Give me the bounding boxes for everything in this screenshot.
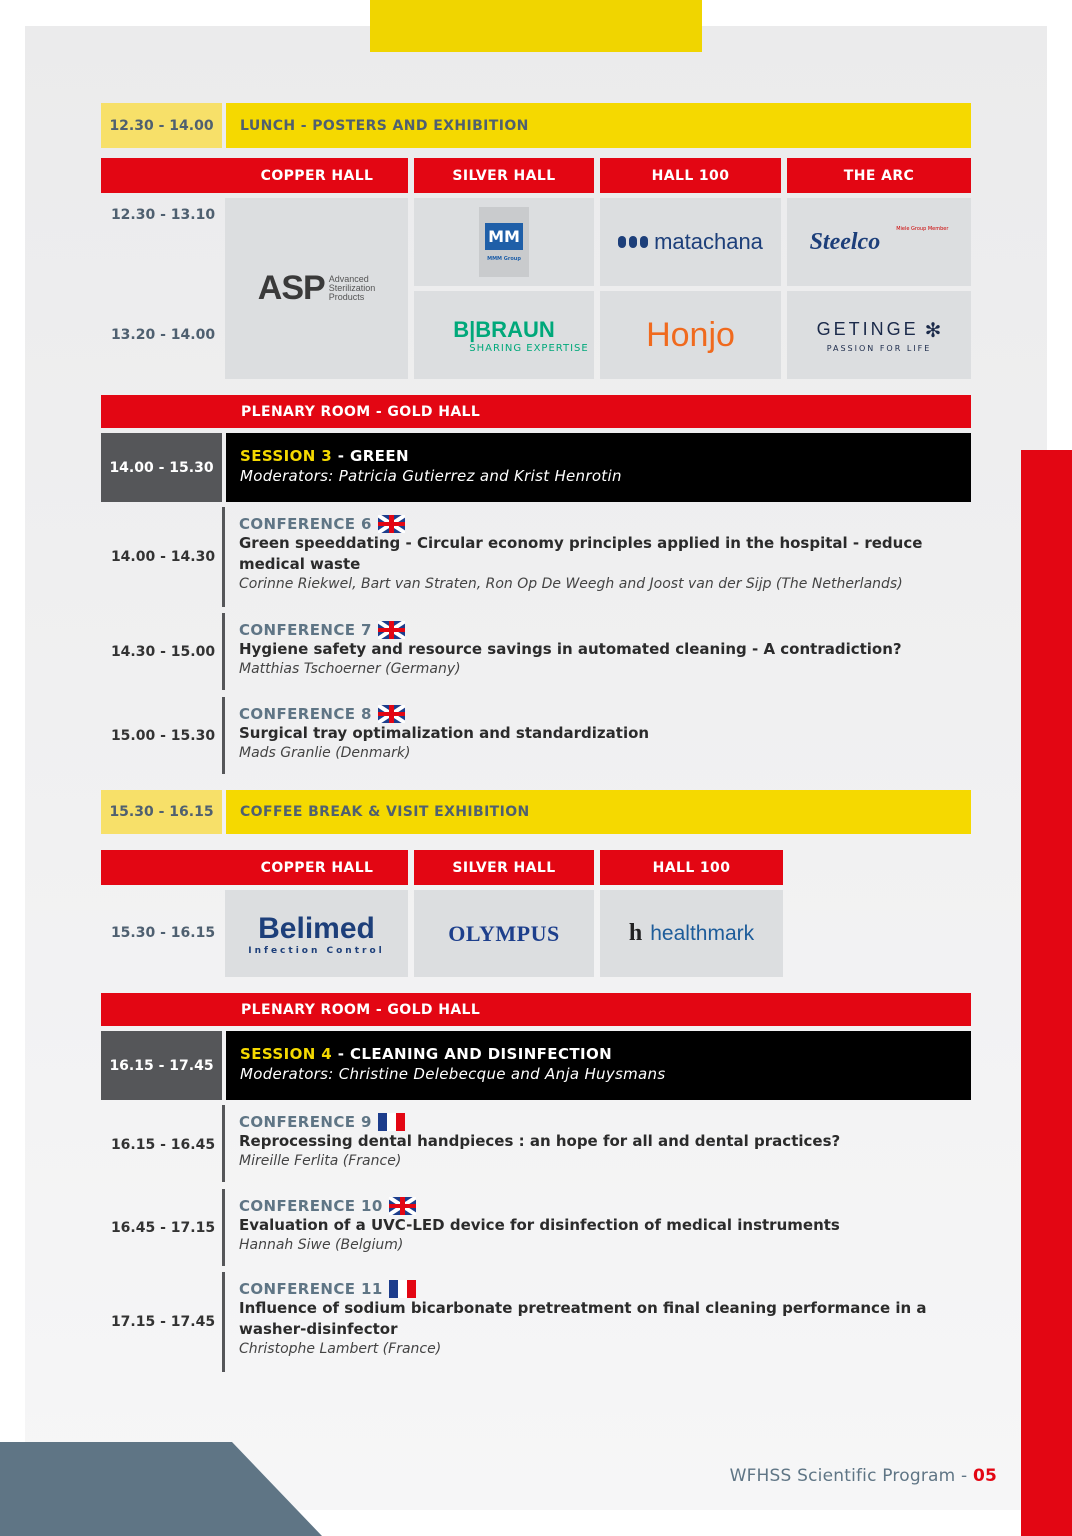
plenary-room-label-1: PLENARY ROOM - GOLD HALL [101,395,971,428]
top-accent-bar [370,0,702,52]
hall2-header-silver: SILVER HALL [414,850,594,885]
sponsor-getinge [787,291,971,379]
footer-text: WFHSS Scientific Program - [729,1466,973,1486]
hall2-header-copper: COPPER HALL [101,850,408,885]
side-accent-bar [1021,450,1072,1536]
france-flag-icon [389,1280,416,1298]
asp-logo-text: ASP [257,269,325,307]
belimed-sub: Infection Control [248,945,385,956]
conf9-block [222,1105,971,1182]
slot-time-2: 13.20 - 14.00 [110,327,216,343]
sponsor-bbraun [414,291,594,379]
conf10-authors: Hannah Siwe (Belgium) [239,1237,404,1253]
page-number: 05 [972,1466,997,1486]
sponsor-honjo [600,291,781,379]
slot2-time: 15.30 - 16.15 [110,925,216,941]
session3-block [226,433,971,502]
session3-title: - GREEN [332,447,409,465]
conf10-label: CONFERENCE 10 [239,1197,383,1215]
conf11-time: 17.15 - 17.45 [110,1314,216,1330]
page-footer [730,1466,997,1486]
hall-header-silver: SILVER HALL [414,158,594,193]
session4-number: SESSION 4 [240,1045,333,1063]
sponsor-healthmark [600,890,783,977]
session4-time: 16.15 - 17.45 [101,1031,222,1100]
steelco-logo-text: Steelco [809,228,881,255]
sponsor-steelco [787,198,971,286]
bbraun-logo-text: B|BRAUN [453,316,555,342]
matachana-logo-text: matachana [654,229,763,254]
mmm-logo-text: MM [485,223,523,250]
coffee-time: 15.30 - 16.15 [101,790,222,834]
conf8-block [222,697,971,774]
honjo-logo-text: Honjo [646,315,735,354]
hall-header-hall100: HALL 100 [600,158,781,193]
healthmark-mark-icon: h [628,920,643,946]
hall-header-arc: THE ARC [787,158,971,193]
session4-block [226,1031,971,1100]
lunch-time: 12.30 - 14.00 [101,103,222,148]
sponsor-mmm [414,198,594,286]
conf7-label: CONFERENCE 7 [239,621,372,639]
conf8-label: CONFERENCE 8 [239,705,372,723]
lunch-label: LUNCH - POSTERS AND EXHIBITION [226,103,971,148]
conf7-authors: Matthias Tschoerner (Germany) [239,661,461,677]
conf8-title: Surgical tray optimalization and standardization [239,724,650,742]
steelco-tag: Miele Group Member [896,226,949,232]
uk-flag-icon [378,621,405,639]
healthmark-logo-text: healthmark [650,921,755,945]
conf11-title: Influence of sodium bicarbonate pretreatment on final cleaning performance in a washer-disinfector [239,1299,927,1338]
conf7-block [222,613,971,690]
olympus-logo-text: OLYMPUS [448,920,560,946]
conf9-authors: Mireille Ferlita (France) [239,1153,402,1169]
asp-sub1: Advanced [328,274,369,284]
conf7-title: Hygiene safety and resource savings in automated cleaning - A contradiction? [239,640,902,658]
uk-flag-icon [378,515,405,533]
hall2-header-hall100: HALL 100 [600,850,783,885]
asp-sub2: Sterilization [328,283,376,293]
session3-number: SESSION 3 [240,447,333,465]
conf6-time: 14.00 - 14.30 [110,549,216,565]
conf6-block [222,507,971,607]
uk-flag-icon [378,705,405,723]
conf9-title: Reprocessing dental handpieces : an hope for all and dental practices? [239,1132,841,1150]
sponsor-belimed [225,890,408,977]
mmm-sub: MMM Group [487,255,521,262]
france-flag-icon [378,1113,405,1131]
conf9-time: 16.15 - 16.45 [110,1137,216,1153]
sponsor-olympus [414,890,594,977]
slot-time-1: 12.30 - 13.10 [110,207,216,223]
conf6-authors: Corinne Riekwel, Bart van Straten, Ron Op De Weegh and Joost van der Sijp (The Netherlands) [239,576,903,592]
session4-moderators: Moderators: Christine Delebecque and Anja Huysmans [240,1065,666,1083]
getinge-sub: PASSION FOR LIFE [826,343,932,353]
conf11-authors: Christophe Lambert (France) [239,1341,442,1357]
conf10-time: 16.45 - 17.15 [110,1220,216,1236]
session3-moderators: Moderators: Patricia Gutierrez and Krist Henrotin [240,467,622,485]
hall-header-copper: COPPER HALL [101,158,408,193]
sponsor-matachana [600,198,781,286]
conf10-block [222,1189,971,1266]
asp-sub3: Products [328,292,365,302]
uk-flag-icon [389,1197,416,1215]
plenary-room-label-2: PLENARY ROOM - GOLD HALL [101,993,971,1026]
conf11-block [222,1272,971,1372]
session3-time: 14.00 - 15.30 [101,433,222,502]
conf6-title: Green speeddating - Circular economy principles applied in the hospital - reduce medical waste [239,534,923,573]
sponsor-asp [225,198,408,379]
getinge-logo-text: GETINGE [816,319,919,339]
conf8-time: 15.00 - 15.30 [110,728,216,744]
conf11-label: CONFERENCE 11 [239,1280,383,1298]
getinge-star-icon: ✻ [924,317,942,342]
conf9-label: CONFERENCE 9 [239,1113,372,1131]
session4-title: - CLEANING AND DISINFECTION [332,1045,613,1063]
matachana-dots-icon [618,236,648,248]
conf10-title: Evaluation of a UVC-LED device for disinfection of medical instruments [239,1216,840,1234]
conf8-authors: Mads Granlie (Denmark) [239,745,411,761]
conf6-label: CONFERENCE 6 [239,515,372,533]
conf7-time: 14.30 - 15.00 [110,644,216,660]
belimed-logo-text: Belimed [258,911,375,945]
coffee-label: COFFEE BREAK & VISIT EXHIBITION [226,790,971,834]
bbraun-sub: SHARING EXPERTISE [469,342,589,354]
